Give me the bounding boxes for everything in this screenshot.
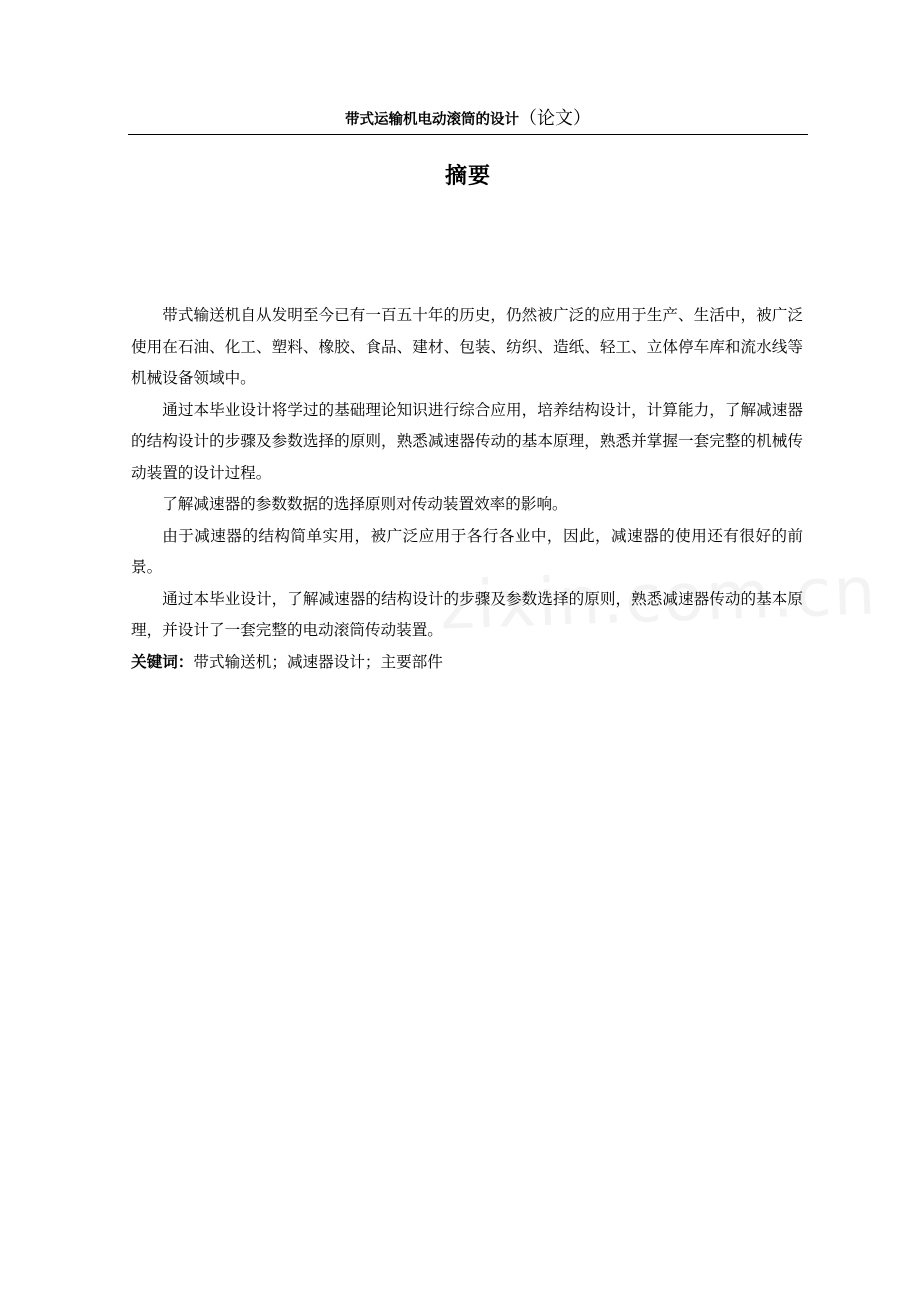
keywords-label: 关键词： [131, 652, 194, 671]
header-subtitle: （论文） [519, 108, 591, 129]
abstract-body [131, 300, 803, 678]
running-header [128, 104, 808, 135]
abstract-paragraph-2: 通过本毕业设计将学过的基础理论知识进行综合应用，培养结构设计，计算能力，了解减速器的结构设计的步骤及参数选择的原则，熟悉减速器传动的基本原理，熟悉并掌握一套完整的机械传动装置的设计过程。 [131, 400, 803, 482]
keywords-value: 带式输送机；减速器设计；主要部件 [193, 652, 443, 671]
abstract-paragraph-1: 带式输送机自从发明至今已有一百五十年的历史，仍然被广泛的应用于生产、生活中，被广泛使用在石油、化工、塑料、橡胶、食品、建材、包装、纺织、造纸、轻工、立体停车库和流水线等机械设备领域中。 [131, 306, 803, 387]
abstract-paragraph-4: 由于减速器的结构简单实用，被广泛应用于各行各业中，因此，减速器的使用还有很好的前景。 [131, 526, 803, 576]
abstract-paragraph-5: 通过本毕业设计，了解减速器的结构设计的步骤及参数选择的原则，熟悉减速器传动的基本原理，并设计了一套完整的电动滚筒传动装置。 [131, 589, 803, 639]
keywords-line [131, 647, 803, 679]
header-title: 带式运输机电动滚筒的设计 [345, 112, 519, 128]
abstract-heading: 摘要 [444, 164, 491, 189]
abstract-paragraph-3: 了解减速器的参数数据的选择原则对传动装置效率的影响。 [162, 495, 568, 513]
